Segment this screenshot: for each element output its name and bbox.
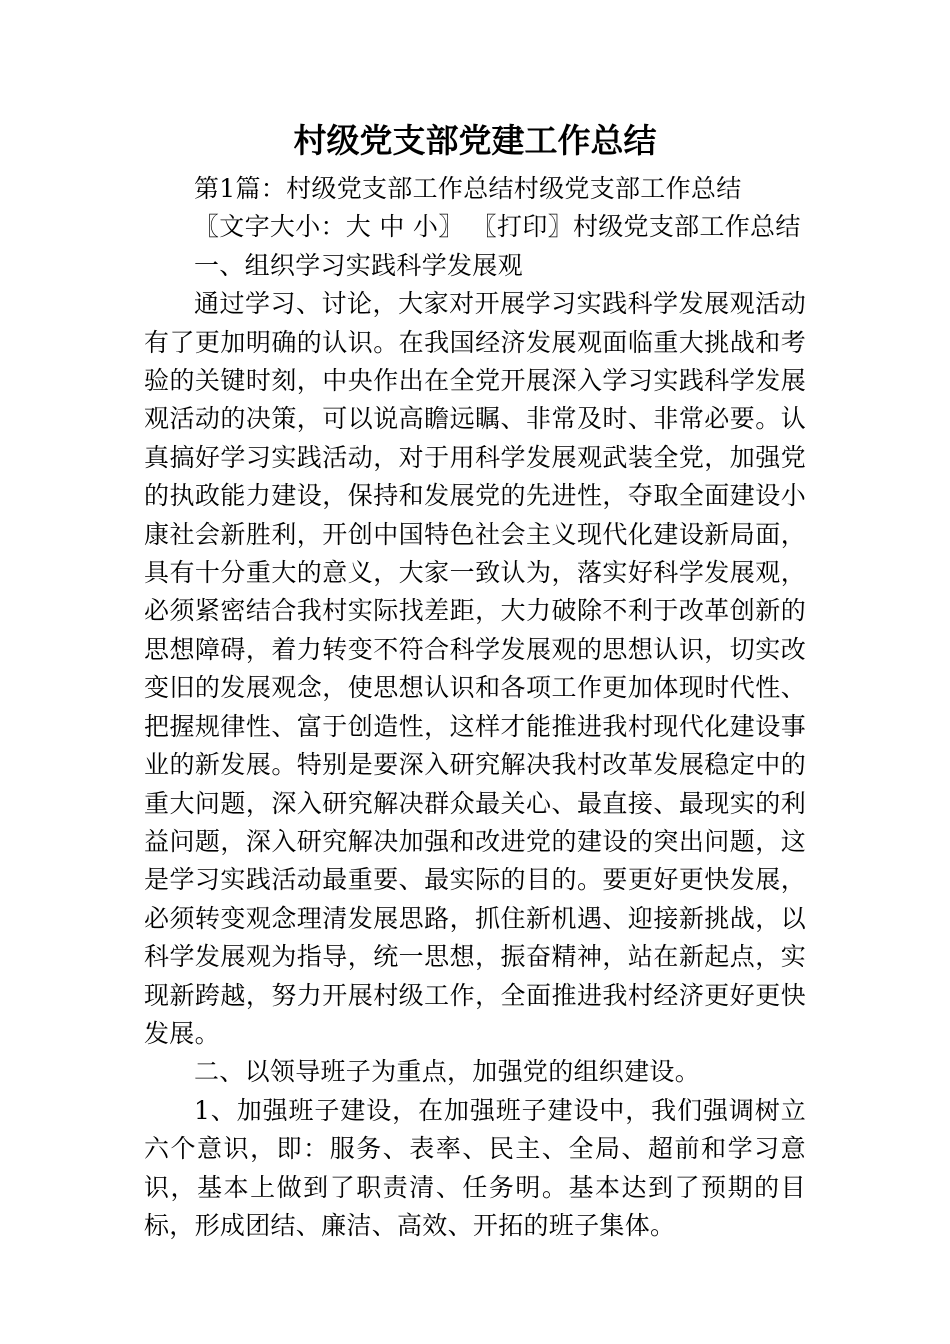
- paragraph-font-size-print-line: 〖文字大小：大 中 小〗 〖打印〗村级党支部工作总结: [194, 212, 801, 242]
- paragraph-section-one-heading: 一、组织学习实践科学发展观: [194, 250, 523, 280]
- document-body: [144, 170, 806, 1245]
- paragraph-section-two-heading: 二、以领导班子为重点，加强党的组织建设。: [194, 1057, 701, 1087]
- document-title: 村级党支部党建工作总结: [293, 121, 657, 160]
- paragraph-section-one-body: 通过学习、讨论，大家对开展学习实践科学发展观活动有了更加明确的认识。在我国经济发展观面临重大挑战和考验的关键时刻，中央作出在全党开展深入学习实践科学发展观活动的决策，可以说高瞻远瞩、非常及时、非常必要。认真搞好学习实践活动，对于用科学发展观武装全党，加强党的执政能力建设，保持和发展党的先进性，夺取全面建设小康社会新胜利，开创中国特色社会主义现代化建设新局面，具有十分重大的意义，大家一致认为，落实好科学发展观，必须紧密结合我村实际找差距，大力破除不利于改革创新的思想障碍，着力转变不符合科学发展观的思想认识，切实改变旧的发展观念，使思想认识和各项工作更加体现时代性、把握规律性、富于创造性，这样才能推进我村现代化建设事业的新发展。特别是要深入研究解决我村改革发展稳定中的重大问题，深入研究解决群众最关心、最直接、最现实的利益问题，深入研究解决加强和改进党的建设的突出问题，这是学习实践活动最重要、最实际的目的。要更好更快发展，必须转变观念理清发展思路，抓住新机遇、迎接新挑战，以科学发展观为指导，统一思想，振奋精神，站在新起点，实现新跨越，努力开展村级工作，全面推进我村经济更好更快发展。: [144, 289, 806, 1048]
- paragraph-chapter-heading: 第1篇：村级党支部工作总结村级党支部工作总结: [194, 174, 742, 203]
- paragraph-section-two-item-one: 1、加强班子建设，在加强班子建设中，我们强调树立六个意识，即：服务、表率、民主、全局、超前和学习意识，基本上做到了职责清、任务明。基本达到了预期的目标，形成团结、廉洁、高效、开拓的班子集体。: [144, 1095, 806, 1240]
